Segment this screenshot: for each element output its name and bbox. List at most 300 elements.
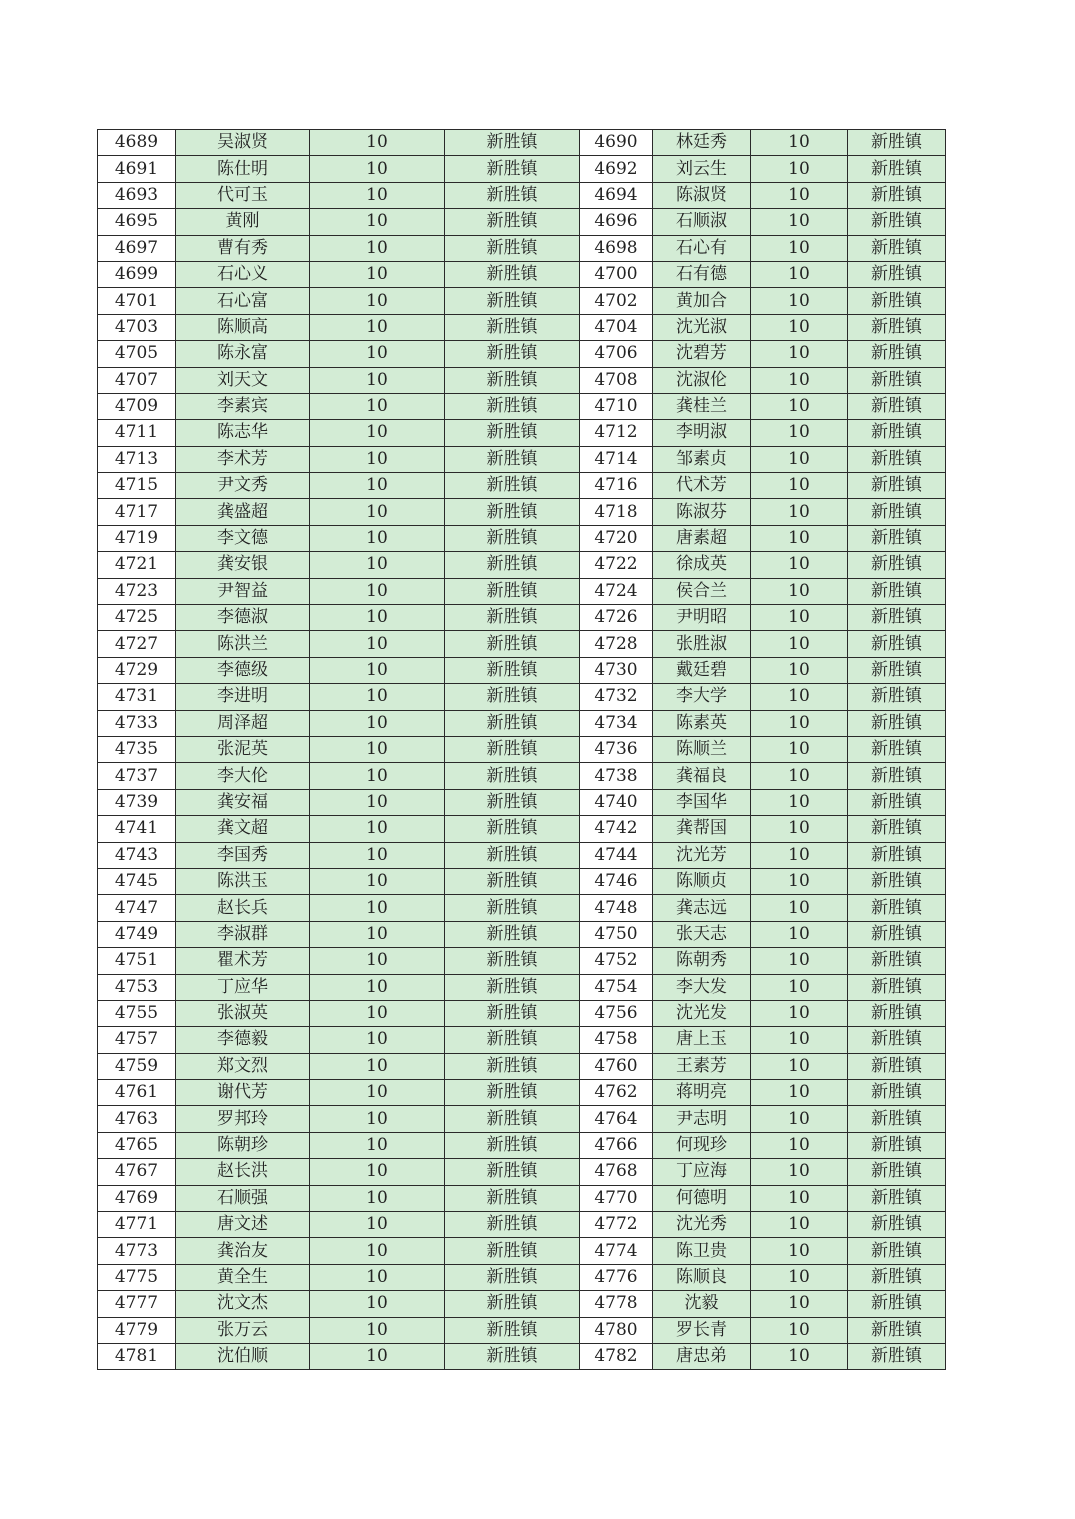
right-town-cell: 新胜镇 xyxy=(848,552,946,578)
right-town-cell: 新胜镇 xyxy=(848,1080,946,1106)
left-count-cell: 10 xyxy=(310,657,445,683)
right-town-cell: 新胜镇 xyxy=(848,895,946,921)
right-count-cell: 10 xyxy=(751,1000,848,1026)
right-count-cell: 10 xyxy=(751,816,848,842)
right-name-cell: 陈顺良 xyxy=(653,1264,751,1290)
left-town-cell: 新胜镇 xyxy=(445,235,580,261)
table-row xyxy=(98,710,946,736)
right-id-cell: 4760 xyxy=(580,1053,653,1079)
left-count-cell: 10 xyxy=(310,1291,445,1317)
right-town-cell: 新胜镇 xyxy=(848,1343,946,1369)
left-id-cell: 4703 xyxy=(98,314,176,340)
right-id-cell: 4740 xyxy=(580,789,653,815)
table-row xyxy=(98,948,946,974)
left-id-cell: 4769 xyxy=(98,1185,176,1211)
right-town-cell: 新胜镇 xyxy=(848,1317,946,1343)
left-name-cell: 黄刚 xyxy=(176,209,310,235)
right-id-cell: 4726 xyxy=(580,605,653,631)
left-count-cell: 10 xyxy=(310,789,445,815)
left-id-cell: 4695 xyxy=(98,209,176,235)
right-town-cell: 新胜镇 xyxy=(848,1027,946,1053)
right-id-cell: 4752 xyxy=(580,948,653,974)
right-count-cell: 10 xyxy=(751,1212,848,1238)
right-count-cell: 10 xyxy=(751,209,848,235)
right-id-cell: 4718 xyxy=(580,499,653,525)
right-town-cell: 新胜镇 xyxy=(848,578,946,604)
left-town-cell: 新胜镇 xyxy=(445,473,580,499)
right-town-cell: 新胜镇 xyxy=(848,156,946,182)
left-id-cell: 4765 xyxy=(98,1132,176,1158)
left-count-cell: 10 xyxy=(310,948,445,974)
left-id-cell: 4747 xyxy=(98,895,176,921)
left-count-cell: 10 xyxy=(310,130,445,156)
table-row xyxy=(98,605,946,631)
left-id-cell: 4781 xyxy=(98,1343,176,1369)
table-row xyxy=(98,842,946,868)
left-name-cell: 罗邦玲 xyxy=(176,1106,310,1132)
left-id-cell: 4757 xyxy=(98,1027,176,1053)
right-name-cell: 龚志远 xyxy=(653,895,751,921)
table-row xyxy=(98,1238,946,1264)
left-name-cell: 陈洪兰 xyxy=(176,631,310,657)
right-count-cell: 10 xyxy=(751,525,848,551)
left-name-cell: 石心富 xyxy=(176,288,310,314)
left-town-cell: 新胜镇 xyxy=(445,182,580,208)
right-count-cell: 10 xyxy=(751,1317,848,1343)
left-name-cell: 曹有秀 xyxy=(176,235,310,261)
left-id-cell: 4725 xyxy=(98,605,176,631)
table-row xyxy=(98,789,946,815)
right-town-cell: 新胜镇 xyxy=(848,1159,946,1185)
right-town-cell: 新胜镇 xyxy=(848,525,946,551)
right-id-cell: 4734 xyxy=(580,710,653,736)
table-row xyxy=(98,367,946,393)
table-row xyxy=(98,578,946,604)
left-id-cell: 4763 xyxy=(98,1106,176,1132)
table-row xyxy=(98,499,946,525)
left-count-cell: 10 xyxy=(310,1053,445,1079)
left-name-cell: 石顺强 xyxy=(176,1185,310,1211)
left-name-cell: 李术芳 xyxy=(176,446,310,472)
right-name-cell: 沈淑伦 xyxy=(653,367,751,393)
right-town-cell: 新胜镇 xyxy=(848,1106,946,1132)
right-id-cell: 4720 xyxy=(580,525,653,551)
left-count-cell: 10 xyxy=(310,1212,445,1238)
left-town-cell: 新胜镇 xyxy=(445,1027,580,1053)
right-town-cell: 新胜镇 xyxy=(848,1185,946,1211)
left-town-cell: 新胜镇 xyxy=(445,446,580,472)
table-row xyxy=(98,182,946,208)
left-id-cell: 4735 xyxy=(98,736,176,762)
table-row xyxy=(98,1159,946,1185)
table-row xyxy=(98,420,946,446)
left-id-cell: 4699 xyxy=(98,261,176,287)
left-id-cell: 4707 xyxy=(98,367,176,393)
left-count-cell: 10 xyxy=(310,1132,445,1158)
left-count-cell: 10 xyxy=(310,1080,445,1106)
right-count-cell: 10 xyxy=(751,156,848,182)
left-count-cell: 10 xyxy=(310,525,445,551)
left-name-cell: 李德毅 xyxy=(176,1027,310,1053)
right-name-cell: 何现珍 xyxy=(653,1132,751,1158)
left-town-cell: 新胜镇 xyxy=(445,736,580,762)
left-id-cell: 4729 xyxy=(98,657,176,683)
table-row xyxy=(98,895,946,921)
table-row xyxy=(98,1000,946,1026)
left-town-cell: 新胜镇 xyxy=(445,1238,580,1264)
left-count-cell: 10 xyxy=(310,736,445,762)
right-id-cell: 4730 xyxy=(580,657,653,683)
right-town-cell: 新胜镇 xyxy=(848,420,946,446)
left-town-cell: 新胜镇 xyxy=(445,1106,580,1132)
left-id-cell: 4759 xyxy=(98,1053,176,1079)
left-name-cell: 张泥英 xyxy=(176,736,310,762)
right-count-cell: 10 xyxy=(751,1132,848,1158)
right-id-cell: 4728 xyxy=(580,631,653,657)
right-name-cell: 陈卫贵 xyxy=(653,1238,751,1264)
right-count-cell: 10 xyxy=(751,1238,848,1264)
left-name-cell: 尹智益 xyxy=(176,578,310,604)
left-id-cell: 4743 xyxy=(98,842,176,868)
left-town-cell: 新胜镇 xyxy=(445,578,580,604)
table-row xyxy=(98,763,946,789)
table-row xyxy=(98,446,946,472)
right-town-cell: 新胜镇 xyxy=(848,684,946,710)
right-id-cell: 4756 xyxy=(580,1000,653,1026)
left-id-cell: 4761 xyxy=(98,1080,176,1106)
right-town-cell: 新胜镇 xyxy=(848,1132,946,1158)
left-name-cell: 李文德 xyxy=(176,525,310,551)
right-count-cell: 10 xyxy=(751,948,848,974)
left-id-cell: 4721 xyxy=(98,552,176,578)
right-town-cell: 新胜镇 xyxy=(848,1000,946,1026)
left-town-cell: 新胜镇 xyxy=(445,1212,580,1238)
left-town-cell: 新胜镇 xyxy=(445,552,580,578)
left-count-cell: 10 xyxy=(310,868,445,894)
right-name-cell: 龚桂兰 xyxy=(653,393,751,419)
left-town-cell: 新胜镇 xyxy=(445,816,580,842)
table-row xyxy=(98,1132,946,1158)
right-name-cell: 蒋明亮 xyxy=(653,1080,751,1106)
left-town-cell: 新胜镇 xyxy=(445,393,580,419)
right-id-cell: 4778 xyxy=(580,1291,653,1317)
left-town-cell: 新胜镇 xyxy=(445,1159,580,1185)
table-row xyxy=(98,473,946,499)
left-name-cell: 李大伦 xyxy=(176,763,310,789)
right-id-cell: 4782 xyxy=(580,1343,653,1369)
right-count-cell: 10 xyxy=(751,1080,848,1106)
left-town-cell: 新胜镇 xyxy=(445,288,580,314)
right-name-cell: 陈素英 xyxy=(653,710,751,736)
table-row xyxy=(98,1053,946,1079)
left-id-cell: 4701 xyxy=(98,288,176,314)
right-name-cell: 沈光芳 xyxy=(653,842,751,868)
right-name-cell: 徐成英 xyxy=(653,552,751,578)
table-row xyxy=(98,816,946,842)
right-name-cell: 石顺淑 xyxy=(653,209,751,235)
right-id-cell: 4764 xyxy=(580,1106,653,1132)
left-town-cell: 新胜镇 xyxy=(445,684,580,710)
right-name-cell: 石有德 xyxy=(653,261,751,287)
left-name-cell: 陈志华 xyxy=(176,420,310,446)
table-row xyxy=(98,1343,946,1369)
right-count-cell: 10 xyxy=(751,288,848,314)
right-count-cell: 10 xyxy=(751,1053,848,1079)
left-name-cell: 龚安银 xyxy=(176,552,310,578)
right-count-cell: 10 xyxy=(751,1264,848,1290)
right-name-cell: 沈碧芳 xyxy=(653,341,751,367)
right-id-cell: 4706 xyxy=(580,341,653,367)
left-town-cell: 新胜镇 xyxy=(445,974,580,1000)
right-town-cell: 新胜镇 xyxy=(848,974,946,1000)
left-town-cell: 新胜镇 xyxy=(445,1132,580,1158)
left-town-cell: 新胜镇 xyxy=(445,1000,580,1026)
roster-body xyxy=(98,130,946,1370)
right-name-cell: 戴廷碧 xyxy=(653,657,751,683)
left-count-cell: 10 xyxy=(310,895,445,921)
left-town-cell: 新胜镇 xyxy=(445,1053,580,1079)
left-id-cell: 4691 xyxy=(98,156,176,182)
left-name-cell: 龚安福 xyxy=(176,789,310,815)
right-town-cell: 新胜镇 xyxy=(848,235,946,261)
right-id-cell: 4780 xyxy=(580,1317,653,1343)
left-name-cell: 李国秀 xyxy=(176,842,310,868)
left-count-cell: 10 xyxy=(310,473,445,499)
right-town-cell: 新胜镇 xyxy=(848,605,946,631)
left-name-cell: 代可玉 xyxy=(176,182,310,208)
left-name-cell: 李德淑 xyxy=(176,605,310,631)
left-town-cell: 新胜镇 xyxy=(445,868,580,894)
left-id-cell: 4723 xyxy=(98,578,176,604)
right-count-cell: 10 xyxy=(751,1159,848,1185)
left-count-cell: 10 xyxy=(310,1027,445,1053)
table-row xyxy=(98,1317,946,1343)
right-town-cell: 新胜镇 xyxy=(848,1238,946,1264)
left-town-cell: 新胜镇 xyxy=(445,1264,580,1290)
right-town-cell: 新胜镇 xyxy=(848,763,946,789)
right-count-cell: 10 xyxy=(751,921,848,947)
left-count-cell: 10 xyxy=(310,552,445,578)
right-name-cell: 丁应海 xyxy=(653,1159,751,1185)
right-id-cell: 4722 xyxy=(580,552,653,578)
left-count-cell: 10 xyxy=(310,393,445,419)
left-id-cell: 4753 xyxy=(98,974,176,1000)
left-town-cell: 新胜镇 xyxy=(445,209,580,235)
left-count-cell: 10 xyxy=(310,182,445,208)
right-id-cell: 4770 xyxy=(580,1185,653,1211)
left-count-cell: 10 xyxy=(310,578,445,604)
right-id-cell: 4694 xyxy=(580,182,653,208)
left-id-cell: 4755 xyxy=(98,1000,176,1026)
right-count-cell: 10 xyxy=(751,684,848,710)
right-count-cell: 10 xyxy=(751,605,848,631)
left-name-cell: 丁应华 xyxy=(176,974,310,1000)
left-name-cell: 龚盛超 xyxy=(176,499,310,525)
left-id-cell: 4777 xyxy=(98,1291,176,1317)
left-id-cell: 4749 xyxy=(98,921,176,947)
right-town-cell: 新胜镇 xyxy=(848,314,946,340)
right-name-cell: 沈光发 xyxy=(653,1000,751,1026)
left-id-cell: 4739 xyxy=(98,789,176,815)
left-count-cell: 10 xyxy=(310,1264,445,1290)
right-town-cell: 新胜镇 xyxy=(848,446,946,472)
right-name-cell: 沈毅 xyxy=(653,1291,751,1317)
left-name-cell: 赵长洪 xyxy=(176,1159,310,1185)
right-town-cell: 新胜镇 xyxy=(848,182,946,208)
right-count-cell: 10 xyxy=(751,710,848,736)
right-id-cell: 4744 xyxy=(580,842,653,868)
table-row xyxy=(98,736,946,762)
right-town-cell: 新胜镇 xyxy=(848,736,946,762)
right-town-cell: 新胜镇 xyxy=(848,789,946,815)
right-name-cell: 何德明 xyxy=(653,1185,751,1211)
right-count-cell: 10 xyxy=(751,314,848,340)
right-id-cell: 4700 xyxy=(580,261,653,287)
table-row xyxy=(98,1106,946,1132)
left-id-cell: 4715 xyxy=(98,473,176,499)
right-count-cell: 10 xyxy=(751,1027,848,1053)
left-count-cell: 10 xyxy=(310,499,445,525)
right-id-cell: 4714 xyxy=(580,446,653,472)
right-town-cell: 新胜镇 xyxy=(848,816,946,842)
right-id-cell: 4724 xyxy=(580,578,653,604)
table-row xyxy=(98,341,946,367)
right-town-cell: 新胜镇 xyxy=(848,1212,946,1238)
right-town-cell: 新胜镇 xyxy=(848,1291,946,1317)
table-row xyxy=(98,921,946,947)
left-name-cell: 陈顺高 xyxy=(176,314,310,340)
left-id-cell: 4767 xyxy=(98,1159,176,1185)
left-town-cell: 新胜镇 xyxy=(445,710,580,736)
right-id-cell: 4704 xyxy=(580,314,653,340)
right-town-cell: 新胜镇 xyxy=(848,948,946,974)
table-row xyxy=(98,657,946,683)
left-count-cell: 10 xyxy=(310,420,445,446)
left-name-cell: 李淑群 xyxy=(176,921,310,947)
right-town-cell: 新胜镇 xyxy=(848,261,946,287)
left-town-cell: 新胜镇 xyxy=(445,1317,580,1343)
right-name-cell: 沈光淑 xyxy=(653,314,751,340)
left-count-cell: 10 xyxy=(310,974,445,1000)
left-id-cell: 4693 xyxy=(98,182,176,208)
right-count-cell: 10 xyxy=(751,473,848,499)
left-town-cell: 新胜镇 xyxy=(445,525,580,551)
right-town-cell: 新胜镇 xyxy=(848,1264,946,1290)
right-town-cell: 新胜镇 xyxy=(848,499,946,525)
right-name-cell: 邹素贞 xyxy=(653,446,751,472)
right-count-cell: 10 xyxy=(751,736,848,762)
right-name-cell: 黄加合 xyxy=(653,288,751,314)
right-id-cell: 4690 xyxy=(580,130,653,156)
left-count-cell: 10 xyxy=(310,605,445,631)
right-name-cell: 代术芳 xyxy=(653,473,751,499)
right-name-cell: 李大学 xyxy=(653,684,751,710)
table-row xyxy=(98,1185,946,1211)
left-id-cell: 4779 xyxy=(98,1317,176,1343)
right-name-cell: 龚福良 xyxy=(653,763,751,789)
left-id-cell: 4751 xyxy=(98,948,176,974)
left-name-cell: 赵长兵 xyxy=(176,895,310,921)
left-count-cell: 10 xyxy=(310,631,445,657)
right-count-cell: 10 xyxy=(751,235,848,261)
left-name-cell: 尹文秀 xyxy=(176,473,310,499)
left-name-cell: 李进明 xyxy=(176,684,310,710)
right-id-cell: 4774 xyxy=(580,1238,653,1264)
left-town-cell: 新胜镇 xyxy=(445,1291,580,1317)
right-count-cell: 10 xyxy=(751,261,848,287)
table-row xyxy=(98,1212,946,1238)
right-count-cell: 10 xyxy=(751,130,848,156)
left-town-cell: 新胜镇 xyxy=(445,499,580,525)
right-count-cell: 10 xyxy=(751,578,848,604)
right-count-cell: 10 xyxy=(751,367,848,393)
right-name-cell: 龚帮国 xyxy=(653,816,751,842)
right-count-cell: 10 xyxy=(751,1291,848,1317)
left-count-cell: 10 xyxy=(310,341,445,367)
left-id-cell: 4711 xyxy=(98,420,176,446)
right-id-cell: 4746 xyxy=(580,868,653,894)
left-town-cell: 新胜镇 xyxy=(445,789,580,815)
table-row xyxy=(98,288,946,314)
left-count-cell: 10 xyxy=(310,1159,445,1185)
left-name-cell: 唐文述 xyxy=(176,1212,310,1238)
table-row xyxy=(98,974,946,1000)
right-name-cell: 李国华 xyxy=(653,789,751,815)
left-name-cell: 陈朝珍 xyxy=(176,1132,310,1158)
right-count-cell: 10 xyxy=(751,974,848,1000)
right-count-cell: 10 xyxy=(751,341,848,367)
left-count-cell: 10 xyxy=(310,209,445,235)
right-name-cell: 李大发 xyxy=(653,974,751,1000)
right-town-cell: 新胜镇 xyxy=(848,288,946,314)
right-name-cell: 罗长青 xyxy=(653,1317,751,1343)
left-count-cell: 10 xyxy=(310,314,445,340)
right-name-cell: 李明淑 xyxy=(653,420,751,446)
right-town-cell: 新胜镇 xyxy=(848,868,946,894)
right-town-cell: 新胜镇 xyxy=(848,657,946,683)
left-id-cell: 4727 xyxy=(98,631,176,657)
left-id-cell: 4745 xyxy=(98,868,176,894)
left-town-cell: 新胜镇 xyxy=(445,261,580,287)
left-name-cell: 龚治友 xyxy=(176,1238,310,1264)
right-id-cell: 4742 xyxy=(580,816,653,842)
right-id-cell: 4696 xyxy=(580,209,653,235)
right-count-cell: 10 xyxy=(751,182,848,208)
left-id-cell: 4709 xyxy=(98,393,176,419)
left-id-cell: 4689 xyxy=(98,130,176,156)
left-town-cell: 新胜镇 xyxy=(445,842,580,868)
left-name-cell: 陈仕明 xyxy=(176,156,310,182)
left-count-cell: 10 xyxy=(310,763,445,789)
table-row xyxy=(98,261,946,287)
right-town-cell: 新胜镇 xyxy=(848,130,946,156)
right-count-cell: 10 xyxy=(751,393,848,419)
left-name-cell: 张淑英 xyxy=(176,1000,310,1026)
left-id-cell: 4775 xyxy=(98,1264,176,1290)
left-count-cell: 10 xyxy=(310,1317,445,1343)
right-id-cell: 4708 xyxy=(580,367,653,393)
left-town-cell: 新胜镇 xyxy=(445,314,580,340)
left-count-cell: 10 xyxy=(310,1000,445,1026)
left-count-cell: 10 xyxy=(310,235,445,261)
right-town-cell: 新胜镇 xyxy=(848,209,946,235)
right-count-cell: 10 xyxy=(751,631,848,657)
left-count-cell: 10 xyxy=(310,1343,445,1369)
left-name-cell: 张万云 xyxy=(176,1317,310,1343)
right-id-cell: 4762 xyxy=(580,1080,653,1106)
right-count-cell: 10 xyxy=(751,1106,848,1132)
left-name-cell: 陈永富 xyxy=(176,341,310,367)
